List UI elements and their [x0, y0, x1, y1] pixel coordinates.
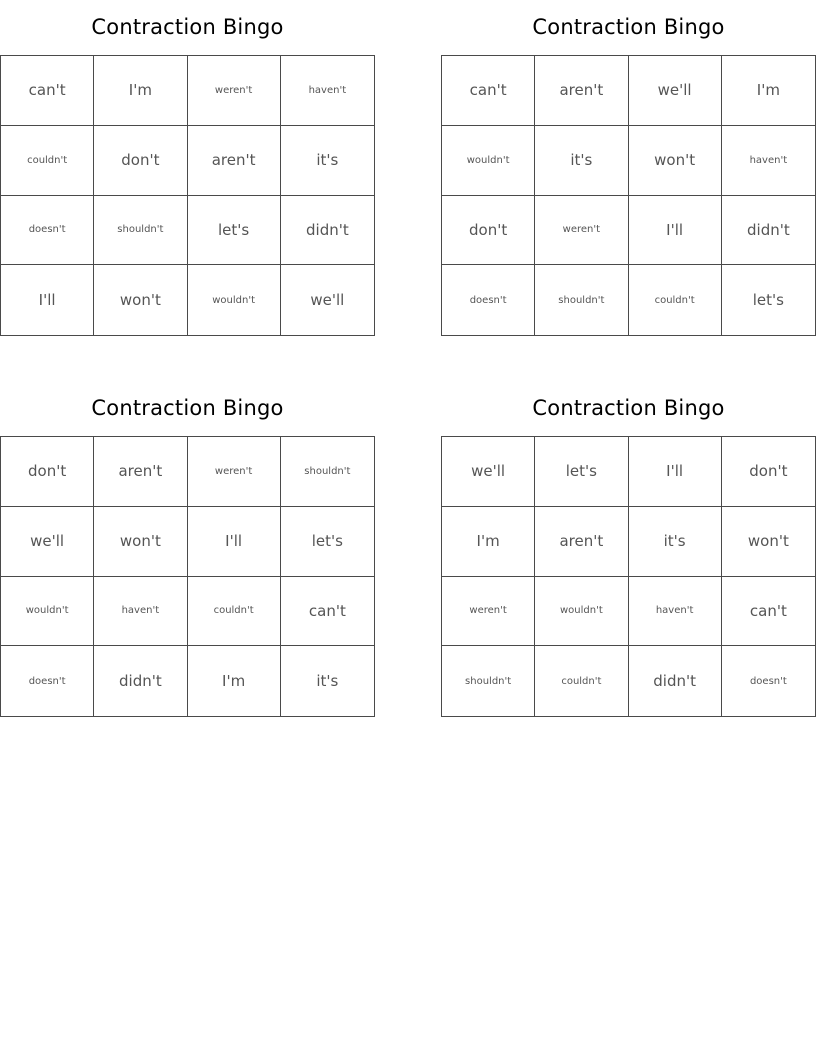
bingo-cell: wouldn't: [442, 126, 535, 196]
bingo-grid: [0, 436, 375, 717]
bingo-grid: [441, 55, 816, 336]
bingo-cell: I'll: [629, 437, 722, 507]
card-title: Contraction Bingo: [532, 15, 725, 39]
bingo-cell: it's: [629, 507, 722, 577]
bingo-cell: couldn't: [535, 646, 628, 716]
bingo-cell: haven't: [722, 126, 815, 196]
bingo-cell: can't: [1, 56, 94, 126]
bingo-cell: I'm: [188, 646, 281, 716]
bingo-cell: won't: [94, 507, 187, 577]
bingo-cell: couldn't: [629, 265, 722, 335]
bingo-cell: aren't: [188, 126, 281, 196]
bingo-cell: shouldn't: [535, 265, 628, 335]
bingo-cell: didn't: [722, 196, 815, 266]
bingo-cell: let's: [188, 196, 281, 266]
bingo-cell: doesn't: [749, 675, 787, 687]
bingo-cell: we'll: [442, 437, 535, 507]
bingo-cell: won't: [629, 126, 722, 196]
bingo-cell: it's: [316, 672, 339, 691]
bingo-cell: weren't: [442, 577, 535, 647]
bingo-cell: haven't: [629, 577, 722, 647]
bingo-cell: doesn't: [1, 196, 94, 266]
bingo-cell: shouldn't: [442, 646, 535, 716]
bingo-cell: we'll: [1, 507, 94, 577]
bingo-cell: can't: [281, 577, 374, 647]
bingo-card-3: [0, 381, 375, 691]
bingo-cell: let's: [281, 507, 374, 577]
card-title: Contraction Bingo: [532, 396, 725, 420]
bingo-cell: can't: [442, 56, 535, 126]
bingo-cell: couldn't: [188, 577, 281, 647]
bingo-cell: aren't: [535, 56, 628, 126]
bingo-cell: weren't: [188, 56, 281, 126]
bingo-cell: we'll: [629, 56, 722, 126]
bingo-card-4: [441, 381, 816, 691]
bingo-cell: I'll: [629, 196, 722, 266]
bingo-cell: wouldn't: [535, 577, 628, 647]
bingo-cell: didn't: [94, 646, 187, 716]
bingo-cell: I'll: [188, 507, 281, 577]
bingo-cell: shouldn't: [94, 196, 187, 266]
bingo-cell: it's: [535, 126, 628, 196]
bingo-cell: couldn't: [1, 126, 94, 196]
bingo-cell: haven't: [281, 56, 374, 126]
bingo-cell: don't: [722, 437, 815, 507]
bingo-grid: [0, 55, 375, 336]
bingo-cell: let's: [752, 291, 784, 310]
bingo-cell: didn't: [629, 646, 722, 716]
bingo-cell: doesn't: [442, 265, 535, 335]
bingo-cell: I'm: [94, 56, 187, 126]
card-title: Contraction Bingo: [91, 15, 284, 39]
bingo-cell: won't: [94, 265, 187, 335]
bingo-cell: doesn't: [1, 646, 94, 716]
bingo-cell: weren't: [188, 437, 281, 507]
bingo-cell: let's: [535, 437, 628, 507]
bingo-card-2: [441, 0, 816, 310]
bingo-cell: shouldn't: [281, 437, 374, 507]
bingo-cell: won't: [722, 507, 815, 577]
bingo-cell: I'm: [722, 56, 815, 126]
bingo-cell: aren't: [535, 507, 628, 577]
bingo-cell: I'll: [1, 265, 94, 335]
bingo-cell: aren't: [94, 437, 187, 507]
card-title: Contraction Bingo: [91, 396, 284, 420]
bingo-cell: wouldn't: [188, 265, 281, 335]
bingo-cell: it's: [281, 126, 374, 196]
bingo-cell: don't: [1, 437, 94, 507]
bingo-cell: don't: [94, 126, 187, 196]
bingo-cell: don't: [442, 196, 535, 266]
bingo-cell: we'll: [310, 291, 345, 310]
bingo-cell: can't: [722, 577, 815, 647]
bingo-grid: [441, 436, 816, 717]
bingo-card-1: [0, 0, 375, 310]
bingo-cell: didn't: [281, 196, 374, 266]
bingo-cell: haven't: [94, 577, 187, 647]
bingo-cell: weren't: [535, 196, 628, 266]
bingo-cell: I'm: [442, 507, 535, 577]
bingo-cell: wouldn't: [1, 577, 94, 647]
